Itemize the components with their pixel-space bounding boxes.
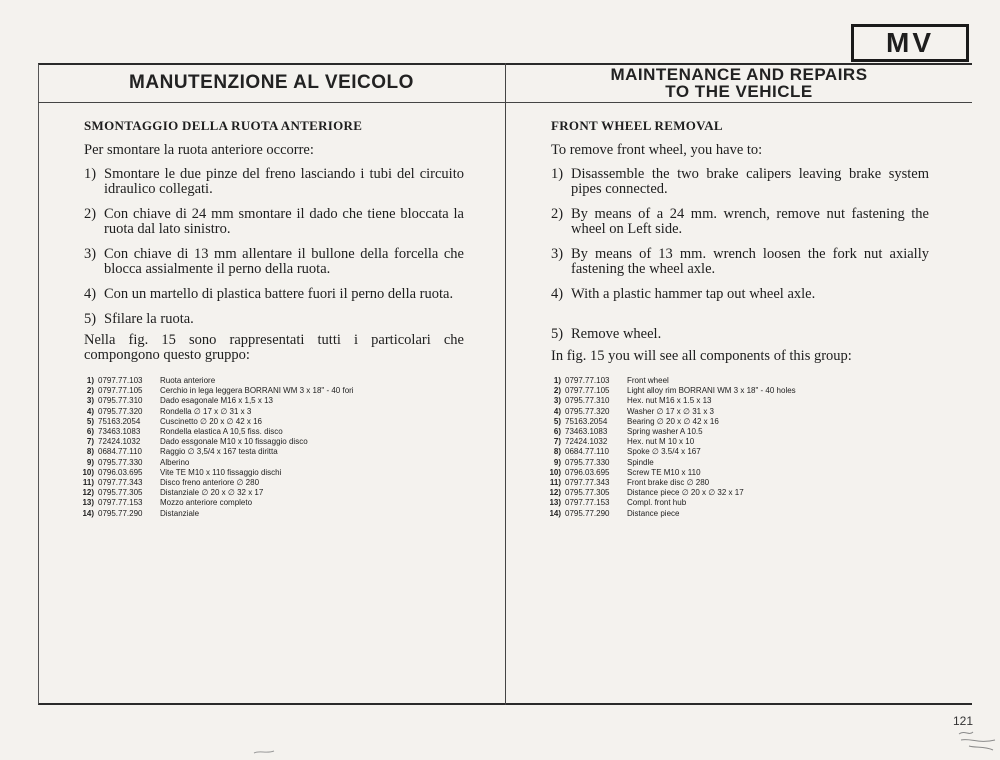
part-description: Distanziale: [160, 508, 200, 518]
part-code: 75163.2054: [98, 416, 141, 426]
scan-mark-icon: [252, 748, 276, 756]
part-description: Cerchio in lega leggera BORRANI WM 3 x 18" - 40 fori: [160, 386, 354, 396]
step-text: Con un martello di plastica battere fuori il perno della ruota.: [104, 286, 454, 302]
part-row: [547, 478, 927, 488]
part-number: 3): [553, 396, 561, 406]
part-row: [80, 488, 480, 498]
part-code: 0684.77.110: [98, 447, 142, 457]
step-number: 3): [551, 246, 564, 262]
part-number: 1): [86, 376, 94, 385]
part-number: 1): [553, 376, 561, 385]
right-step-5: [551, 327, 929, 342]
part-number: 7): [86, 437, 94, 447]
part-number: 12): [82, 488, 94, 498]
part-code: 0795.77.310: [98, 396, 143, 406]
part-code: 0797.77.153: [98, 498, 143, 508]
left-step-3: [84, 247, 464, 277]
right-heading-line2: TO THE VEHICLE: [665, 81, 813, 101]
right-note: In fig. 15 you will see all components of this group:: [551, 348, 852, 364]
right-step-1: [551, 167, 929, 197]
part-row: [80, 417, 480, 427]
step-number: 4): [551, 286, 564, 302]
part-row: [80, 376, 480, 386]
part-description: Disco freno anteriore ∅ 280: [160, 478, 260, 488]
part-description: Rondella ∅ 17 x ∅ 31 x 3: [160, 406, 252, 416]
part-number: 2): [553, 386, 561, 396]
part-description: Compl. front hub: [627, 498, 687, 508]
part-code: 0795.77.305: [98, 488, 143, 498]
part-row: [547, 386, 927, 396]
step-text: Smontare le due pinze del freno lasciando i tubi del circuito idraulico collegati.: [104, 166, 464, 197]
part-description: Cuscinetto ∅ 20 x ∅ 42 x 16: [160, 416, 262, 426]
left-subheading: SMONTAGGIO DELLA RUOTA ANTERIORE: [84, 118, 363, 133]
part-description: Ruota anteriore: [160, 376, 216, 385]
right-heading-line1: MAINTENANCE AND REPAIRS: [610, 64, 868, 84]
part-number: 6): [553, 427, 561, 437]
part-number: 5): [553, 416, 561, 426]
part-description: Rondella elastica A 10,5 fiss. disco: [160, 427, 283, 437]
part-description: Dado esagonale M16 x 1,5 x 13: [160, 396, 273, 406]
part-code: 0797.77.153: [565, 498, 610, 508]
part-number: 13): [549, 498, 561, 508]
part-row: [80, 386, 480, 396]
right-heading: [506, 63, 972, 103]
part-code: 0795.77.310: [565, 396, 610, 406]
right-step-3: [551, 247, 929, 277]
part-number: 3): [86, 396, 94, 406]
part-description: Vite TE M10 x 110 fissaggio dischi: [160, 467, 282, 477]
right-column: [551, 118, 929, 364]
part-description: Front wheel: [627, 376, 669, 385]
part-code: 0796.03.695: [98, 467, 143, 477]
step-number: 5): [84, 311, 97, 327]
part-number: 10): [82, 467, 94, 477]
part-row: [547, 468, 927, 478]
part-code: 72424.1032: [565, 437, 608, 447]
part-row: [547, 376, 927, 386]
part-number: 4): [553, 406, 561, 416]
step-number: 2): [551, 206, 564, 222]
part-code: 0797.77.105: [98, 386, 143, 396]
step-text: With a plastic hammer tap out wheel axle.: [571, 286, 816, 302]
part-row: [547, 437, 927, 447]
part-row: [80, 447, 480, 457]
left-column: [84, 118, 464, 363]
part-description: Dado essgonale M10 x 10 fissaggio disco: [160, 437, 308, 447]
part-code: 75163.2054: [565, 416, 608, 426]
part-code: 0795.77.320: [565, 406, 610, 416]
right-intro: To remove front wheel, you have to:: [551, 142, 763, 158]
step-text: By means of 13 mm. wrench loosen the fork nut axially fastening the wheel axle.: [571, 246, 929, 277]
part-description: Spring washer A 10.5: [627, 427, 703, 437]
part-number: 14): [549, 508, 561, 518]
part-description: Distanziale ∅ 20 x ∅ 32 x 17: [160, 488, 264, 498]
step-number: 1): [551, 166, 564, 182]
scan-smudge-icon: [955, 726, 999, 756]
part-row: [547, 396, 927, 406]
step-text: Con chiave di 13 mm allentare il bullone della forcella che blocca assialmente il perno della ruota.: [104, 246, 464, 277]
part-number: 13): [82, 498, 94, 508]
part-code: 0797.77.343: [565, 478, 610, 488]
part-code: 0797.77.343: [98, 478, 143, 488]
left-heading: [38, 63, 505, 103]
part-number: 14): [82, 508, 94, 518]
part-code: 0797.77.105: [565, 386, 610, 396]
part-number: 12): [549, 488, 561, 498]
column-divider: [505, 63, 506, 705]
part-description: Hex. nut M16 x 1.5 x 13: [627, 396, 712, 406]
part-row: [80, 437, 480, 447]
part-number: 8): [86, 447, 94, 457]
part-row: [80, 478, 480, 488]
part-description: Spoke ∅ 3.5/4 x 167: [627, 447, 701, 457]
part-number: 4): [86, 406, 94, 416]
left-intro: Per smontare la ruota anteriore occorre:: [84, 142, 314, 158]
part-description: Alberino: [160, 457, 190, 467]
part-row: [547, 498, 927, 508]
left-parts-list: [80, 376, 480, 519]
part-code: 0797.77.103: [565, 376, 610, 385]
part-description: Raggio ∅ 3,5/4 x 167 testa diritta: [160, 447, 278, 457]
part-row: [547, 417, 927, 427]
part-row: [80, 509, 480, 519]
part-code: 0795.77.290: [565, 508, 610, 518]
part-description: Light alloy rim BORRANI WM 3 x 18" - 40 holes: [627, 386, 796, 396]
left-step-1: [84, 167, 464, 197]
right-step-4: [551, 287, 929, 302]
part-row: [547, 407, 927, 417]
part-description: Distance piece ∅ 20 x ∅ 32 x 17: [627, 488, 744, 498]
part-description: Spindle: [627, 457, 654, 467]
part-number: 11): [82, 478, 94, 488]
part-description: Washer ∅ 17 x ∅ 31 x 3: [627, 406, 715, 416]
part-code: 73463.1083: [565, 427, 608, 437]
part-description: Screw TE M10 x 110: [627, 467, 701, 477]
left-step-5: [84, 312, 464, 327]
part-code: 73463.1083: [98, 427, 141, 437]
part-code: 0795.77.330: [565, 457, 610, 467]
part-description: Front brake disc ∅ 280: [627, 478, 710, 488]
part-row: [80, 427, 480, 437]
part-row: [80, 407, 480, 417]
part-row: [547, 458, 927, 468]
left-step-2: [84, 207, 464, 237]
step-text: By means of a 24 mm. wrench, remove nut fastening the wheel on Left side.: [571, 206, 929, 237]
page-number: 121: [953, 714, 974, 728]
part-number: 5): [86, 416, 94, 426]
part-row: [80, 498, 480, 508]
step-number: 2): [84, 206, 97, 222]
part-number: 9): [86, 457, 94, 467]
part-code: 0795.77.290: [98, 508, 143, 518]
part-description: Bearing ∅ 20 x ∅ 42 x 16: [627, 416, 719, 426]
part-description: Mozzo anteriore completo: [160, 498, 253, 508]
left-heading-text: MANUTENZIONE AL VEICOLO: [129, 71, 414, 93]
part-number: 7): [553, 437, 561, 447]
part-number: 9): [553, 457, 561, 467]
part-code: 0795.77.305: [565, 488, 610, 498]
section-badge: MV: [851, 24, 969, 62]
part-number: 2): [86, 386, 94, 396]
part-row: [80, 458, 480, 468]
right-step-2: [551, 207, 929, 237]
left-step-4: [84, 287, 464, 302]
part-code: 0797.77.103: [98, 376, 143, 385]
step-text: Remove wheel.: [571, 326, 662, 342]
step-number: 1): [84, 166, 97, 182]
step-text: Sfilare la ruota.: [104, 311, 194, 327]
part-code: 0795.77.320: [98, 406, 143, 416]
part-row: [547, 509, 927, 519]
part-row: [547, 447, 927, 457]
part-description: Distance piece: [627, 508, 680, 518]
step-text: Con chiave di 24 mm smontare il dado che tiene bloccata la ruota dal lato sinistro.: [104, 206, 464, 237]
step-number: 3): [84, 246, 97, 262]
part-row: [80, 468, 480, 478]
right-parts-list: [547, 376, 927, 519]
part-row: [547, 427, 927, 437]
part-number: 6): [86, 427, 94, 437]
left-note: Nella fig. 15 sono rappresentati tutti i particolari che compongono questo gruppo:: [84, 332, 464, 363]
step-text: Disassemble the two brake calipers leaving brake system pipes connected.: [571, 166, 929, 197]
part-code: 0684.77.110: [565, 447, 609, 457]
right-subheading: FRONT WHEEL REMOVAL: [551, 118, 723, 133]
part-number: 10): [549, 467, 561, 477]
part-code: 0795.77.330: [98, 457, 143, 467]
part-code: 0796.03.695: [565, 467, 610, 477]
part-row: [547, 488, 927, 498]
part-code: 72424.1032: [98, 437, 141, 447]
step-number: 4): [84, 286, 97, 302]
step-number: 5): [551, 326, 564, 342]
part-number: 8): [553, 447, 561, 457]
part-row: [80, 396, 480, 406]
part-description: Hex. nut M 10 x 10: [627, 437, 695, 447]
part-number: 11): [549, 478, 561, 488]
